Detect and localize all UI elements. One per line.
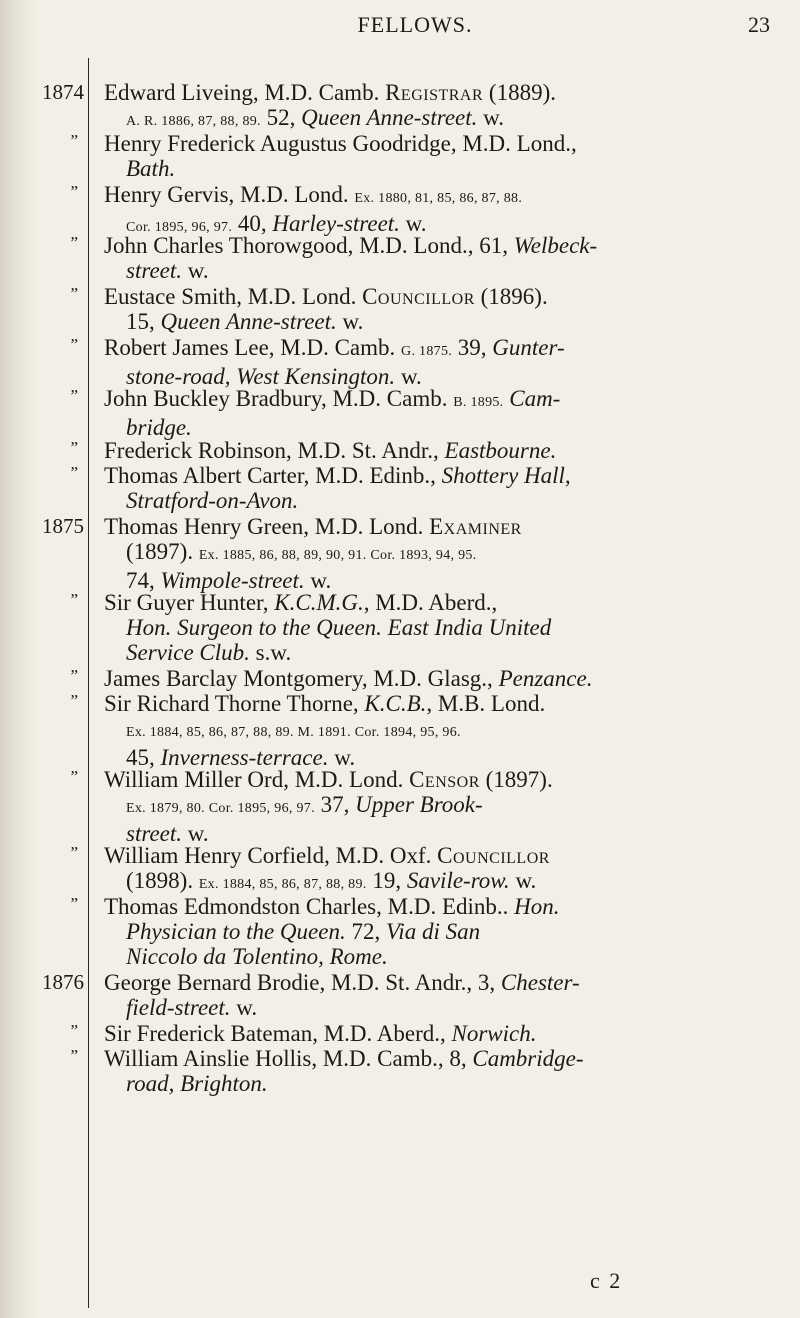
entry-line: John Charles Thorowgood, M.D. Lond., 61, Welbeck-: [104, 233, 598, 258]
entry-line: William Henry Corfield, M.D. Oxf. Councillor: [104, 843, 550, 868]
page-number: 23: [748, 12, 770, 37]
entry-line: Ex. 1879, 80. Cor. 1895, 96, 97. 37, Upper Brook-: [126, 792, 483, 817]
fellow-entry: [104, 1021, 784, 1046]
entry-line: George Bernard Brodie, M.D. St. Andr., 3, Chester-: [104, 970, 580, 995]
year-ditto-mark: ”: [70, 767, 78, 786]
fellow-entry: [104, 1046, 784, 1096]
fellow-entry: [104, 894, 784, 969]
entry-line: road, Brighton.: [126, 1071, 268, 1096]
fellow-entry: [104, 843, 784, 897]
year-ditto-mark: ”: [70, 691, 78, 710]
entry-line: Frederick Robinson, M.D. St. Andr., Eastbourne.: [104, 438, 557, 463]
entry-line: Stratford-on-Avon.: [126, 488, 299, 513]
fellow-entry: [104, 666, 784, 691]
fellow-entry: [104, 767, 784, 846]
year-ditto-mark: ”: [70, 463, 78, 482]
fellow-entry: [104, 182, 784, 240]
entry-line: Niccolo da Tolentino, Rome.: [126, 944, 388, 969]
year-ditto-mark: ”: [70, 666, 78, 685]
fellow-entry: [104, 386, 784, 440]
entry-line: John Buckley Bradbury, M.D. Camb. B. 1895. Cam-: [104, 386, 561, 411]
year-ditto-mark: ”: [70, 894, 78, 913]
fellow-entry: [104, 590, 784, 665]
entry-line: Henry Gervis, M.D. Lond. Ex. 1880, 81, 85, 86, 87, 88.: [104, 182, 523, 207]
entry-line: street. w.: [126, 258, 209, 283]
fellow-entry: [104, 514, 784, 593]
entry-line: Thomas Henry Green, M.D. Lond. Examiner: [104, 514, 522, 539]
fellow-entry: [104, 970, 784, 1020]
entry-line: 74, Wimpole-street. w.: [126, 568, 332, 593]
year-ditto-mark: ”: [70, 182, 78, 201]
entry-line: (1897). Ex. 1885, 86, 88, 89, 90, 91. Cor. 1893, 94, 95.: [126, 539, 477, 564]
entry-line: stone-road, West Kensington. w.: [126, 364, 422, 389]
entry-line: Sir Richard Thorne Thorne, K.C.B., M.B. Lond.: [104, 691, 546, 716]
entry-line: Cor. 1895, 96, 97. 40, Harley-street. w.: [126, 211, 427, 236]
election-year: 1876: [42, 970, 84, 994]
year-ditto-mark: ”: [70, 284, 78, 303]
entry-line: Edward Liveing, M.D. Camb. Registrar (1889).: [104, 80, 556, 105]
entry-line: Henry Frederick Augustus Goodridge, M.D. Lond.,: [104, 131, 577, 156]
entry-line: field-street. w.: [126, 995, 258, 1020]
page-header: [60, 12, 770, 42]
entry-line: 45, Inverness-terrace. w.: [126, 745, 356, 770]
entry-line: Hon. Surgeon to the Queen. East India United: [126, 615, 552, 640]
entry-line: William Ainslie Hollis, M.D. Camb., 8, Cambridge-: [104, 1046, 584, 1071]
entry-line: Service Club. s.w.: [126, 640, 292, 665]
year-ditto-mark: ”: [70, 233, 78, 252]
signature-mark: c 2: [590, 1268, 623, 1293]
year-column: [34, 58, 89, 1308]
entry-line: street. w.: [126, 821, 209, 846]
year-ditto-mark: ”: [70, 335, 78, 354]
entry-line: Ex. 1884, 85, 86, 87, 88, 89. M. 1891. Cor. 1894, 95, 96.: [126, 725, 461, 740]
fellow-entry: [104, 463, 784, 513]
entry-line: bridge.: [126, 415, 192, 440]
entry-line: A. R. 1886, 87, 88, 89. 52, Queen Anne-street. w.: [126, 105, 505, 130]
entry-line: Physician to the Queen. 72, Via di San: [126, 919, 481, 944]
entry-line: Eustace Smith, M.D. Lond. Councillor (1896).: [104, 284, 548, 309]
entry-line: (1898). Ex. 1884, 85, 86, 87, 88, 89. 19, Savile-row. w.: [126, 868, 537, 893]
entry-line: Thomas Albert Carter, M.D. Edinb., Shottery Hall,: [104, 463, 571, 488]
entry-line: James Barclay Montgomery, M.D. Glasg., Penzance.: [104, 666, 593, 691]
entry-line: Robert James Lee, M.D. Camb. G. 1875. 39, Gunter-: [104, 335, 565, 360]
election-year: 1874: [42, 80, 84, 104]
year-ditto-mark: ”: [70, 843, 78, 862]
entry-line: Sir Frederick Bateman, M.D. Aberd., Norwich.: [104, 1021, 537, 1046]
fellow-entry: [104, 80, 784, 134]
year-ditto-mark: ”: [70, 1021, 78, 1040]
entry-line: 15, Queen Anne-street. w.: [126, 309, 364, 334]
fellow-entry: [104, 233, 784, 283]
running-title: FELLOWS.: [357, 12, 473, 37]
fellow-entry: [104, 438, 784, 463]
entry-line: William Miller Ord, M.D. Lond. Censor (1897).: [104, 767, 553, 792]
election-year: 1875: [42, 514, 84, 538]
year-ditto-mark: ”: [70, 1046, 78, 1065]
page-binding-shadow: [0, 0, 38, 1318]
year-ditto-mark: ”: [70, 590, 78, 609]
entry-line: Bath.: [126, 156, 176, 181]
year-ditto-mark: ”: [70, 131, 78, 150]
fellow-entry: [104, 131, 784, 181]
year-ditto-mark: ”: [70, 438, 78, 457]
fellow-entry: [104, 284, 784, 334]
fellow-entry: [104, 691, 784, 770]
year-ditto-mark: ”: [70, 386, 78, 405]
entry-line: Sir Guyer Hunter, K.C.M.G., M.D. Aberd.,: [104, 590, 498, 615]
fellow-entry: [104, 335, 784, 389]
entry-line: Thomas Edmondston Charles, M.D. Edinb.. Hon.: [104, 894, 560, 919]
